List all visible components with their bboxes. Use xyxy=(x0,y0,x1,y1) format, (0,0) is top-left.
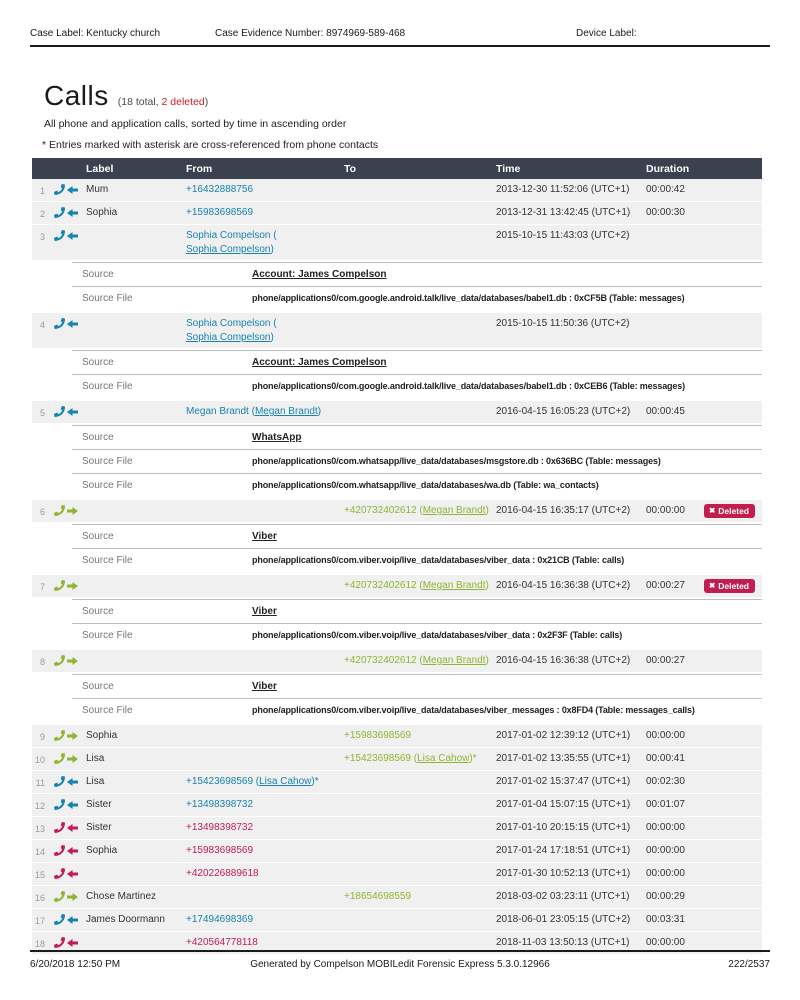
text-part: Sophia Compelson ( xyxy=(186,318,277,329)
source-value xyxy=(252,380,762,393)
incoming-call-icon xyxy=(52,775,86,787)
source-value xyxy=(252,431,762,444)
call-label: Lisa xyxy=(86,776,105,787)
call-duration: 00:00:00 xyxy=(646,505,685,516)
call-time: 2013-12-30 11:52:06 (UTC+1) xyxy=(496,184,630,195)
source-value xyxy=(252,605,762,618)
contact-link[interactable]: Megan Brandt xyxy=(422,505,486,516)
call-time: 2018-11-03 13:50:13 (UTC+1) xyxy=(496,937,630,948)
call-group xyxy=(32,500,762,572)
call-row xyxy=(32,401,762,423)
call-time: 2015-10-15 11:43:03 (UTC+2) xyxy=(496,230,630,241)
call-time: 2016-04-15 16:35:17 (UTC+2) xyxy=(496,505,631,516)
footer-page-number: 222/2537 xyxy=(728,959,770,970)
call-row xyxy=(32,650,762,672)
source-value xyxy=(252,629,762,642)
text-part: +17494698369 xyxy=(186,914,254,925)
call-row xyxy=(32,817,762,839)
row-number: 8 xyxy=(39,657,45,667)
row-number: 9 xyxy=(39,732,45,742)
text-part: )* xyxy=(469,753,477,764)
call-duration: 00:00:27 xyxy=(646,580,685,591)
row-number: 14 xyxy=(34,847,45,857)
row-number: 17 xyxy=(34,916,45,926)
table-header-row xyxy=(32,158,762,179)
call-time: 2017-01-30 10:52:13 (UTC+1) xyxy=(496,868,631,879)
text-part: phone/applications0/com.viber.voip/live_data/databases/viber_messages : 0x8FD4 (Table: messages_calls) xyxy=(252,705,695,715)
row-number: 13 xyxy=(34,824,45,834)
badge-cell xyxy=(698,504,762,518)
device-label: Device Label: xyxy=(576,28,637,39)
source-value xyxy=(252,292,762,305)
incoming-call-icon xyxy=(52,405,86,417)
phone-handset-icon xyxy=(54,184,65,195)
call-duration: 00:00:00 xyxy=(646,845,685,856)
arrow-left-icon xyxy=(67,407,78,417)
source-row xyxy=(32,286,762,310)
arrow-left-icon xyxy=(67,846,78,856)
call-row xyxy=(32,771,762,793)
footer-date: 6/20/2018 12:50 PM xyxy=(30,959,121,970)
contact-link[interactable]: Lisa Cahow xyxy=(417,753,470,764)
text-part: phone/applications0/com.whatsapp/live_data/databases/msgstore.db : 0x636BC (Table: messages) xyxy=(252,456,661,466)
arrow-right-icon xyxy=(67,754,78,764)
source-link[interactable]: Viber xyxy=(252,531,277,542)
call-from xyxy=(186,913,344,927)
source-rows xyxy=(32,350,762,398)
source-value xyxy=(252,268,762,281)
arrow-left-icon xyxy=(67,869,78,879)
contact-link[interactable]: Megan Brandt xyxy=(422,655,486,666)
call-label: James Doormann xyxy=(86,914,165,925)
call-row xyxy=(32,313,762,348)
arrow-left-icon xyxy=(67,938,78,948)
text-part: ) xyxy=(485,505,489,516)
call-from xyxy=(186,229,344,257)
call-from xyxy=(186,844,344,858)
arrow-right-icon xyxy=(67,656,78,666)
source-value xyxy=(252,530,762,543)
call-time: 2017-01-02 15:37:47 (UTC+1) xyxy=(496,776,631,787)
text-part: +15423698569 ( xyxy=(186,776,260,787)
source-label: Source xyxy=(82,269,114,280)
arrow-left-icon xyxy=(67,800,78,810)
call-row xyxy=(32,179,762,201)
text-part: phone/applications0/com.viber.voip/live_data/databases/viber_data : 0x2F3F (Table: calls) xyxy=(252,630,623,640)
call-group xyxy=(32,225,762,310)
count-suffix: ) xyxy=(204,96,209,108)
phone-handset-icon xyxy=(54,655,65,666)
call-row xyxy=(32,863,762,885)
call-time: 2017-01-02 12:39:12 (UTC+1) xyxy=(496,730,631,741)
source-row xyxy=(32,548,762,572)
call-group xyxy=(32,401,762,497)
outgoing-call-icon xyxy=(52,729,86,741)
incoming-call-icon xyxy=(52,317,86,329)
asterisk-note: * Entries marked with asterisk are cross-referenced from phone contacts xyxy=(42,139,379,151)
row-number: 1 xyxy=(39,186,45,196)
call-row xyxy=(32,748,762,770)
call-to xyxy=(344,579,496,593)
text-part: +13498398732 xyxy=(186,799,254,810)
arrow-left-icon xyxy=(67,208,78,218)
source-row xyxy=(32,473,762,497)
call-group xyxy=(32,863,762,885)
deleted-count: 2 deleted xyxy=(161,96,205,108)
incoming-call-icon xyxy=(52,206,86,218)
phone-handset-icon xyxy=(54,937,65,948)
text-part: phone/applications0/com.whatsapp/live_data/databases/wa.db (Table: wa_contacts) xyxy=(252,480,599,490)
call-time: 2018-06-01 23:05:15 (UTC+2) xyxy=(496,914,631,925)
report-header xyxy=(30,26,770,47)
missed-call-icon xyxy=(52,844,86,856)
call-duration: 00:00:30 xyxy=(646,207,685,218)
call-group xyxy=(32,817,762,839)
source-link[interactable]: Viber xyxy=(252,681,277,692)
col-header-time: Time xyxy=(496,163,521,175)
title-row xyxy=(44,80,762,112)
call-from xyxy=(186,821,344,835)
source-label: Source xyxy=(82,531,114,542)
text-part: +15983698569 xyxy=(344,730,412,741)
call-duration: 00:00:42 xyxy=(646,184,685,195)
source-label: Source File xyxy=(82,555,133,566)
incoming-call-icon xyxy=(52,913,86,925)
call-time: 2018-03-02 03:23:11 (UTC+1) xyxy=(496,891,630,902)
call-duration: 00:00:00 xyxy=(646,730,685,741)
text-part: +13498398732 xyxy=(186,822,254,833)
call-time: 2016-04-15 16:05:23 (UTC+2) xyxy=(496,406,631,417)
missed-call-icon xyxy=(52,867,86,879)
call-time: 2017-01-04 15:07:15 (UTC+1) xyxy=(496,799,631,810)
case-label: Case Label: Kentucky church xyxy=(30,28,161,39)
text-part: phone/applications0/com.google.android.talk/live_data/databases/babel1.db : 0xCF5B (Table: messages) xyxy=(252,293,685,303)
outgoing-call-icon xyxy=(52,752,86,764)
source-rows xyxy=(32,262,762,310)
arrow-left-icon xyxy=(67,823,78,833)
text-part: ) xyxy=(485,580,489,591)
call-group xyxy=(32,748,762,770)
call-group xyxy=(32,179,762,201)
call-time: 2017-01-24 17:18:51 (UTC+1) xyxy=(496,845,631,856)
text-part: +420732402612 ( xyxy=(344,580,423,591)
text-part: +15983698569 xyxy=(186,845,254,856)
call-group xyxy=(32,202,762,224)
text-part: phone/applications0/com.google.android.talk/live_data/databases/babel1.db : 0xCEB6 (Table: messages) xyxy=(252,381,685,391)
text-part: Sophia Compelson ( xyxy=(186,230,277,241)
call-from xyxy=(186,405,344,419)
report-footer xyxy=(30,950,770,970)
source-label: Source File xyxy=(82,480,133,491)
col-header-to: To xyxy=(344,163,357,175)
calls-count xyxy=(118,96,209,108)
source-row xyxy=(32,524,762,548)
missed-call-icon xyxy=(52,821,86,833)
calls-table xyxy=(32,158,762,954)
row-number: 5 xyxy=(39,408,45,418)
call-label: Mum xyxy=(86,184,109,195)
text-part: +420564778118 xyxy=(186,937,258,948)
call-label: Lisa xyxy=(86,753,105,764)
row-number: 15 xyxy=(34,870,45,880)
call-group xyxy=(32,771,762,793)
arrow-right-icon xyxy=(67,581,78,591)
call-row xyxy=(32,794,762,816)
deleted-badge-label: Deleted xyxy=(718,506,750,516)
text-part: +420732402612 ( xyxy=(344,655,423,666)
call-row xyxy=(32,840,762,862)
col-header-label: Label xyxy=(86,163,114,175)
incoming-call-icon xyxy=(52,229,86,241)
phone-handset-icon xyxy=(54,505,65,516)
source-row xyxy=(32,698,762,722)
case-evidence-number: Case Evidence Number: 8974969-589-468 xyxy=(215,28,406,39)
phone-handset-icon xyxy=(54,207,65,218)
missed-call-icon xyxy=(52,936,86,948)
source-label: Source xyxy=(82,432,114,443)
source-value xyxy=(252,704,762,717)
calls-table-body xyxy=(32,179,762,954)
text-part: +18654698559 xyxy=(344,891,412,902)
call-row xyxy=(32,725,762,747)
calls-section xyxy=(32,80,762,955)
incoming-call-icon xyxy=(52,798,86,810)
call-to xyxy=(344,654,496,668)
text-part: +420732402612 ( xyxy=(344,505,423,516)
source-label: Source File xyxy=(82,293,133,304)
call-duration: 00:00:00 xyxy=(646,868,685,879)
call-time: 2015-10-15 11:50:36 (UTC+2) xyxy=(496,318,630,329)
source-value xyxy=(252,479,762,492)
source-rows xyxy=(32,599,762,647)
source-row xyxy=(32,374,762,398)
source-label: Source xyxy=(82,357,114,368)
outgoing-call-icon xyxy=(52,579,86,591)
call-duration: 00:00:27 xyxy=(646,655,685,666)
row-number: 3 xyxy=(39,232,45,242)
row-number: 2 xyxy=(39,209,45,219)
call-to xyxy=(344,504,496,518)
phone-handset-icon xyxy=(54,730,65,741)
page-title: Calls xyxy=(44,80,109,111)
phone-handset-icon xyxy=(54,318,65,329)
call-time: 2017-01-10 20:15:15 (UTC+1) xyxy=(496,822,631,833)
call-from xyxy=(186,206,344,220)
source-rows xyxy=(32,674,762,722)
total-count: (18 total, xyxy=(117,96,162,108)
call-group xyxy=(32,794,762,816)
deleted-x-icon: ✖ xyxy=(709,506,716,515)
row-number: 16 xyxy=(34,893,45,903)
call-group xyxy=(32,650,762,722)
row-number: 10 xyxy=(34,755,45,765)
source-row xyxy=(32,599,762,623)
call-group xyxy=(32,909,762,931)
call-from xyxy=(186,317,344,345)
call-from xyxy=(186,183,344,197)
source-label: Source File xyxy=(82,456,133,467)
text-part: +15983698569 xyxy=(186,207,254,218)
source-row xyxy=(32,350,762,374)
phone-handset-icon xyxy=(54,230,65,241)
call-duration: 00:00:29 xyxy=(646,891,685,902)
source-row xyxy=(32,674,762,698)
outgoing-call-icon xyxy=(52,654,86,666)
row-number: 18 xyxy=(34,939,45,949)
call-row xyxy=(32,909,762,931)
deleted-badge xyxy=(704,579,755,593)
source-link[interactable]: Account: James Compelson xyxy=(252,357,387,368)
phone-handset-icon xyxy=(54,822,65,833)
text-part: phone/applications0/com.viber.voip/live_data/databases/viber_data : 0x21CB (Table: calls) xyxy=(252,555,625,565)
text-part: )* xyxy=(311,776,319,787)
call-label: Sophia xyxy=(86,730,118,741)
arrow-left-icon xyxy=(67,777,78,787)
source-value xyxy=(252,680,762,693)
call-to xyxy=(344,752,496,766)
source-link[interactable]: Viber xyxy=(252,606,277,617)
deleted-x-icon: ✖ xyxy=(709,581,716,590)
call-duration: 00:01:07 xyxy=(646,799,685,810)
phone-handset-icon xyxy=(54,776,65,787)
text-part: ) xyxy=(317,406,322,417)
outgoing-call-icon xyxy=(52,504,86,516)
row-number: 7 xyxy=(39,582,45,592)
call-from xyxy=(186,798,344,812)
text-part: +420226889618 xyxy=(186,868,259,879)
col-header-duration: Duration xyxy=(646,163,690,175)
phone-handset-icon xyxy=(54,868,65,879)
source-label: Source xyxy=(82,681,114,692)
call-group xyxy=(32,313,762,398)
call-time: 2017-01-02 13:35:55 (UTC+1) xyxy=(496,753,631,764)
row-number: 4 xyxy=(39,320,45,330)
phone-handset-icon xyxy=(54,406,65,417)
row-number: 6 xyxy=(39,507,45,517)
contact-link[interactable]: Sophia Compelson xyxy=(186,244,271,255)
source-row xyxy=(32,623,762,647)
call-label: Sister xyxy=(86,822,112,833)
call-row xyxy=(32,202,762,224)
deleted-badge xyxy=(704,504,755,518)
call-group xyxy=(32,725,762,747)
badge-cell xyxy=(698,579,762,593)
text-part: +15423698569 ( xyxy=(344,753,418,764)
contact-link[interactable]: Megan Brandt xyxy=(422,580,486,591)
text-part: ) xyxy=(270,332,274,343)
source-rows xyxy=(32,425,762,497)
source-label: Source xyxy=(82,606,114,617)
source-row xyxy=(32,449,762,473)
row-number: 12 xyxy=(34,801,45,811)
call-group xyxy=(32,575,762,647)
deleted-badge-label: Deleted xyxy=(718,581,750,591)
arrow-left-icon xyxy=(67,185,78,195)
arrow-left-icon xyxy=(67,915,78,925)
phone-handset-icon xyxy=(54,799,65,810)
source-label: Source File xyxy=(82,705,133,716)
call-group xyxy=(32,886,762,908)
call-duration: 00:00:00 xyxy=(646,822,685,833)
call-group xyxy=(32,840,762,862)
source-row xyxy=(32,262,762,286)
arrow-right-icon xyxy=(67,892,78,902)
text-part: ) xyxy=(485,655,489,666)
source-value xyxy=(252,356,762,369)
call-time: 2013-12-31 13:42:45 (UTC+1) xyxy=(496,207,631,218)
col-header-from: From xyxy=(186,163,213,175)
source-link[interactable]: Account: James Compelson xyxy=(252,269,387,280)
call-label: Sophia xyxy=(86,845,118,856)
call-row xyxy=(32,225,762,260)
row-number: 11 xyxy=(35,778,45,788)
footer-generator: Generated by Compelson MOBILedit Forensic Express 5.3.0.12966 xyxy=(250,959,550,970)
phone-handset-icon xyxy=(54,891,65,902)
call-label: Chose Martinez xyxy=(86,891,157,902)
phone-handset-icon xyxy=(54,753,65,764)
call-duration: 00:00:45 xyxy=(646,406,685,417)
call-to xyxy=(344,890,496,904)
source-link[interactable]: WhatsApp xyxy=(252,432,302,443)
call-from xyxy=(186,867,344,881)
text-part: +16432888756 xyxy=(186,184,254,195)
call-row xyxy=(32,500,762,522)
source-label: Source File xyxy=(82,630,133,641)
call-label: Sophia xyxy=(86,207,118,218)
call-time: 2016-04-15 16:36:38 (UTC+2) xyxy=(496,580,631,591)
arrow-left-icon xyxy=(67,231,78,241)
call-duration: 00:00:00 xyxy=(646,937,685,948)
incoming-call-icon xyxy=(52,183,86,195)
source-rows xyxy=(32,524,762,572)
source-value xyxy=(252,455,762,468)
call-label: Sister xyxy=(86,799,112,810)
arrow-right-icon xyxy=(67,506,78,516)
phone-handset-icon xyxy=(54,580,65,591)
phone-handset-icon xyxy=(54,914,65,925)
text-part: ) xyxy=(270,244,274,255)
contact-link[interactable]: Megan Brandt xyxy=(254,406,318,417)
call-duration: 00:00:41 xyxy=(646,753,685,764)
source-value xyxy=(252,554,762,567)
source-row xyxy=(32,425,762,449)
arrow-left-icon xyxy=(67,319,78,329)
text-part: Megan Brandt ( xyxy=(186,406,255,417)
call-to xyxy=(344,729,496,743)
contact-link[interactable]: Sophia Compelson xyxy=(186,332,271,343)
contact-link[interactable]: Lisa Cahow xyxy=(259,776,312,787)
arrow-right-icon xyxy=(67,731,78,741)
source-label: Source File xyxy=(82,381,133,392)
call-time: 2016-04-15 16:36:38 (UTC+2) xyxy=(496,655,631,666)
phone-handset-icon xyxy=(54,845,65,856)
call-row xyxy=(32,575,762,597)
call-row xyxy=(32,886,762,908)
call-from xyxy=(186,936,344,950)
outgoing-call-icon xyxy=(52,890,86,902)
call-from xyxy=(186,775,344,789)
call-duration: 00:03:31 xyxy=(646,914,685,925)
call-duration: 00:02:30 xyxy=(646,776,685,787)
subtitle: All phone and application calls, sorted by time in ascending order xyxy=(44,118,347,130)
